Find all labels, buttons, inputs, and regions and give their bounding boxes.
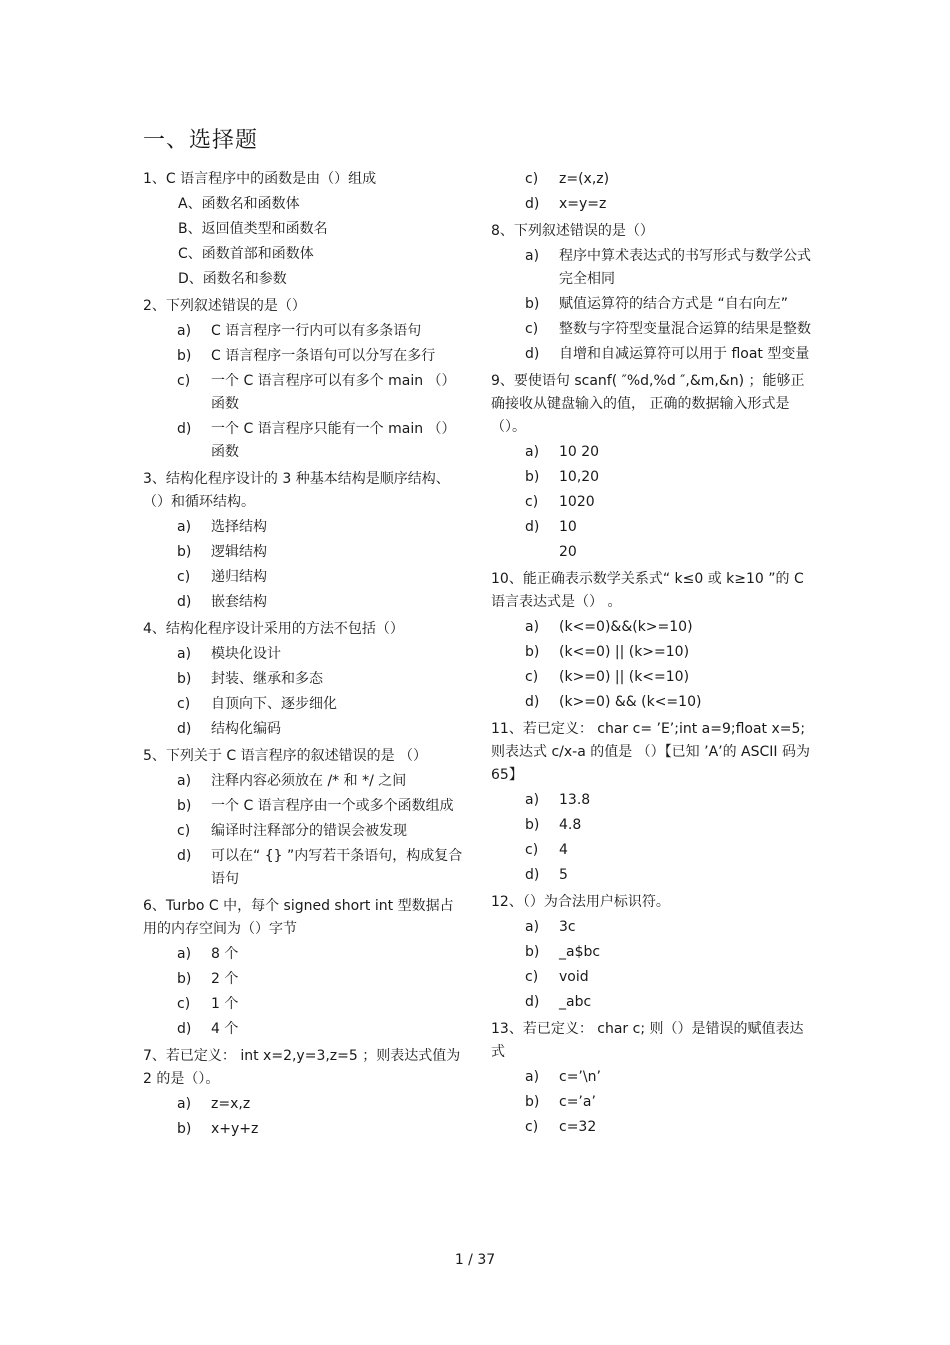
answer-option	[143, 943, 463, 966]
option-text: x+y+z	[211, 1121, 259, 1137]
question-block	[143, 468, 463, 614]
question-stem: 6、Turbo C 中，每个 signed short int 型数据占用的内存空间为（）字节	[143, 898, 454, 937]
option-label: a)	[177, 1096, 192, 1112]
option-label: b)	[177, 544, 192, 560]
option-label: d)	[177, 848, 192, 864]
option-label: a)	[525, 619, 540, 635]
option-text: z=x,z	[211, 1096, 251, 1112]
option-label: d)	[177, 1021, 192, 1037]
option-label: d)	[525, 994, 540, 1010]
option-text: x=y=z	[559, 196, 607, 212]
option-label: c)	[525, 321, 539, 337]
option-label: b)	[177, 798, 192, 814]
option-text: c=32	[559, 1119, 597, 1135]
question-block	[491, 220, 811, 366]
section-title: 一、选择题	[143, 128, 259, 153]
question-stem: 11、若已定义： char c= ’E’;int a=9;float x=5; 则表达式 c/x-a 的值是 （）【已知 ’A’的 ASCII 码为 65】	[491, 721, 811, 783]
option-text: (k<=0) || (k>=10)	[559, 644, 690, 660]
answer-option	[143, 718, 463, 741]
question-block	[491, 891, 811, 1014]
answer-option	[143, 193, 463, 216]
option-text: (k>=0) || (k<=10)	[559, 669, 690, 685]
option-text: (k<=0)&&(k>=10)	[559, 619, 693, 635]
question-stem: 4、结构化程序设计采用的方法不包括（）	[143, 621, 404, 637]
answer-option	[143, 770, 463, 793]
option-label: a)	[177, 323, 192, 339]
option-text: 封装、继承和多态	[211, 671, 323, 687]
answer-option	[143, 370, 463, 416]
answer-option	[491, 916, 811, 939]
option-text: B、返回值类型和函数名	[178, 221, 328, 237]
option-text: 自增和自减运算符可以用于 float 型变量	[559, 346, 810, 362]
option-text: 逻辑结构	[211, 544, 267, 560]
answer-option	[491, 541, 811, 564]
option-label: c)	[177, 996, 191, 1012]
option-text: 程序中算术表达式的书写形式与数学公式完全相同	[559, 248, 811, 287]
answer-option	[491, 641, 811, 664]
option-text: 10 20	[559, 444, 600, 460]
answer-option	[491, 991, 811, 1014]
option-text: c=’\n’	[559, 1069, 601, 1085]
question-stem: 8、下列叙述错误的是（）	[491, 223, 654, 239]
question-block	[143, 745, 463, 891]
option-text: 5	[559, 867, 568, 883]
question-stem: 3、结构化程序设计的 3 种基本结构是顺序结构、（）和循环结构。	[143, 471, 450, 510]
answer-option	[491, 293, 811, 316]
option-text: void	[559, 969, 589, 985]
option-label: d)	[525, 867, 540, 883]
option-label: d)	[177, 421, 192, 437]
answer-option	[491, 516, 811, 539]
option-text: 4	[559, 842, 568, 858]
answer-option	[143, 541, 463, 564]
answer-option	[491, 814, 811, 837]
question-stem: 13、若已定义： char c; 则（）是错误的赋值表达式	[491, 1021, 804, 1060]
answer-option	[491, 1066, 811, 1089]
question-block	[491, 1018, 811, 1139]
answer-option	[143, 218, 463, 241]
option-text: _abc	[559, 994, 592, 1010]
option-text: 10,20	[559, 469, 600, 485]
answer-option	[143, 968, 463, 991]
answer-option	[143, 1118, 463, 1141]
option-label: c)	[525, 842, 539, 858]
option-text: 3c	[559, 919, 576, 935]
question-stem: 1、C 语言程序中的函数是由（）组成	[143, 171, 377, 187]
option-text: C 语言程序一条语句可以分写在多行	[211, 348, 436, 364]
option-label: a)	[177, 519, 192, 535]
option-label: a)	[177, 946, 192, 962]
answer-option	[143, 820, 463, 843]
question-block	[143, 168, 463, 291]
question-block	[491, 370, 811, 564]
answer-option	[491, 466, 811, 489]
option-label: c)	[177, 823, 191, 839]
option-label: c)	[177, 373, 191, 389]
option-label: a)	[525, 444, 540, 460]
left-column	[143, 168, 463, 1145]
option-text: 整数与字符型变量混合运算的结果是整数	[559, 321, 811, 337]
option-text: (k>=0) && (k<=10)	[559, 694, 702, 710]
answer-option	[143, 795, 463, 818]
option-label: b)	[177, 1121, 192, 1137]
option-text: z=(x,z)	[559, 171, 610, 187]
option-label: b)	[177, 671, 192, 687]
option-label: a)	[177, 773, 192, 789]
option-label: c)	[177, 696, 191, 712]
option-text: 4 个	[211, 1021, 239, 1037]
answer-option	[143, 993, 463, 1016]
option-label: d)	[177, 721, 192, 737]
option-text: 结构化编码	[211, 721, 281, 737]
answer-option	[491, 691, 811, 714]
answer-option	[143, 566, 463, 589]
answer-option	[491, 193, 811, 216]
option-label: c)	[525, 494, 539, 510]
answer-option	[491, 318, 811, 341]
option-label: a)	[525, 792, 540, 808]
answer-option	[143, 591, 463, 614]
option-label: d)	[525, 519, 540, 535]
option-text: A、函数名和函数体	[178, 196, 300, 212]
answer-option	[143, 243, 463, 266]
answer-option	[143, 1018, 463, 1041]
option-text: _a$bc	[559, 944, 601, 960]
option-label: b)	[525, 296, 540, 312]
answer-option	[491, 245, 811, 291]
option-label: b)	[177, 971, 192, 987]
answer-option	[491, 1116, 811, 1139]
option-label: a)	[525, 1069, 540, 1085]
option-label: c)	[177, 569, 191, 585]
option-text: 1 个	[211, 996, 239, 1012]
answer-option	[143, 643, 463, 666]
answer-option	[143, 693, 463, 716]
question-block	[143, 895, 463, 1041]
option-label: b)	[177, 348, 192, 364]
answer-option	[491, 941, 811, 964]
question-stem: 10、能正确表示数学关系式“ k≤0 或 k≥10 ”的 C 语言表达式是（） 。	[491, 571, 804, 610]
option-text: 赋值运算符的结合方式是 “自右向左”	[559, 296, 788, 312]
option-label: a)	[525, 919, 540, 935]
answer-option	[491, 966, 811, 989]
option-label: c)	[525, 1119, 539, 1135]
answer-option	[143, 418, 463, 464]
option-label: d)	[525, 346, 540, 362]
option-text: 自顶向下、逐步细化	[211, 696, 337, 712]
option-text: 模块化设计	[211, 646, 281, 662]
question-block	[143, 1045, 463, 1141]
question-block	[143, 295, 463, 464]
answer-option	[491, 168, 811, 191]
option-text: 2 个	[211, 971, 239, 987]
right-column	[491, 168, 811, 1143]
option-text: 一个 C 语言程序由一个或多个函数组成	[211, 798, 454, 814]
answer-option	[143, 668, 463, 691]
option-text: 10	[559, 519, 577, 535]
option-label: d)	[525, 196, 540, 212]
answer-option	[143, 345, 463, 368]
question-stem: 12、（）为合法用户标识符。	[491, 894, 670, 910]
answer-option	[491, 491, 811, 514]
answer-option	[491, 839, 811, 862]
answer-option	[491, 864, 811, 887]
answer-option	[143, 268, 463, 291]
option-text: c=’a’	[559, 1094, 596, 1110]
option-text: 一个 C 语言程序只能有一个 main （）函数	[211, 421, 456, 460]
option-text: 20	[559, 544, 577, 560]
option-text: 可以在“ {} ”内写若干条语句，构成复合语句	[211, 848, 463, 887]
answer-option	[491, 616, 811, 639]
question-stem: 5、下列关于 C 语言程序的叙述错误的是 （）	[143, 748, 428, 764]
option-text: 4.8	[559, 817, 582, 833]
answer-option	[143, 320, 463, 343]
answer-option	[491, 1091, 811, 1114]
option-text: 选择结构	[211, 519, 267, 535]
question-stem: 7、若已定义： int x=2,y=3,z=5 ；则表达式值为 2 的是（）。	[143, 1048, 461, 1087]
page-number: 1 / 37	[454, 1252, 496, 1268]
answer-option	[143, 1093, 463, 1116]
option-text: 一个 C 语言程序可以有多个 main （）函数	[211, 373, 456, 412]
answer-option	[491, 343, 811, 366]
option-text: C 语言程序一行内可以有多条语句	[211, 323, 422, 339]
option-text: 13.8	[559, 792, 591, 808]
question-block	[491, 568, 811, 714]
option-label: c)	[525, 171, 539, 187]
option-text: 1020	[559, 494, 595, 510]
answer-option	[143, 516, 463, 539]
answer-option	[491, 666, 811, 689]
option-label: d)	[177, 594, 192, 610]
option-text: D、函数名和参数	[178, 271, 287, 287]
option-text: 编译时注释部分的错误会被发现	[211, 823, 407, 839]
option-label: a)	[177, 646, 192, 662]
question-block	[491, 168, 811, 216]
answer-option	[491, 789, 811, 812]
option-label: d)	[525, 694, 540, 710]
option-text: C、函数首部和函数体	[178, 246, 314, 262]
option-label: a)	[525, 248, 540, 264]
option-text: 递归结构	[211, 569, 267, 585]
option-text: 8 个	[211, 946, 239, 962]
option-label: c)	[525, 669, 539, 685]
answer-option	[143, 845, 463, 891]
option-text: 注释内容必须放在 /* 和 */ 之间	[211, 773, 407, 789]
option-label: b)	[525, 817, 540, 833]
answer-option	[491, 441, 811, 464]
option-label: c)	[525, 969, 539, 985]
question-stem: 9、要使语句 scanf( ″%d,%d ″,&m,&n) ；能够正确接收从键盘输入的值， 正确的数据输入形式是（）。	[491, 373, 805, 435]
question-stem: 2、下列叙述错误的是（）	[143, 298, 306, 314]
question-block	[491, 718, 811, 887]
option-label: b)	[525, 469, 540, 485]
question-block	[143, 618, 463, 741]
option-label: b)	[525, 944, 540, 960]
option-text: 嵌套结构	[211, 594, 267, 610]
option-label: b)	[525, 1094, 540, 1110]
option-label: b)	[525, 644, 540, 660]
